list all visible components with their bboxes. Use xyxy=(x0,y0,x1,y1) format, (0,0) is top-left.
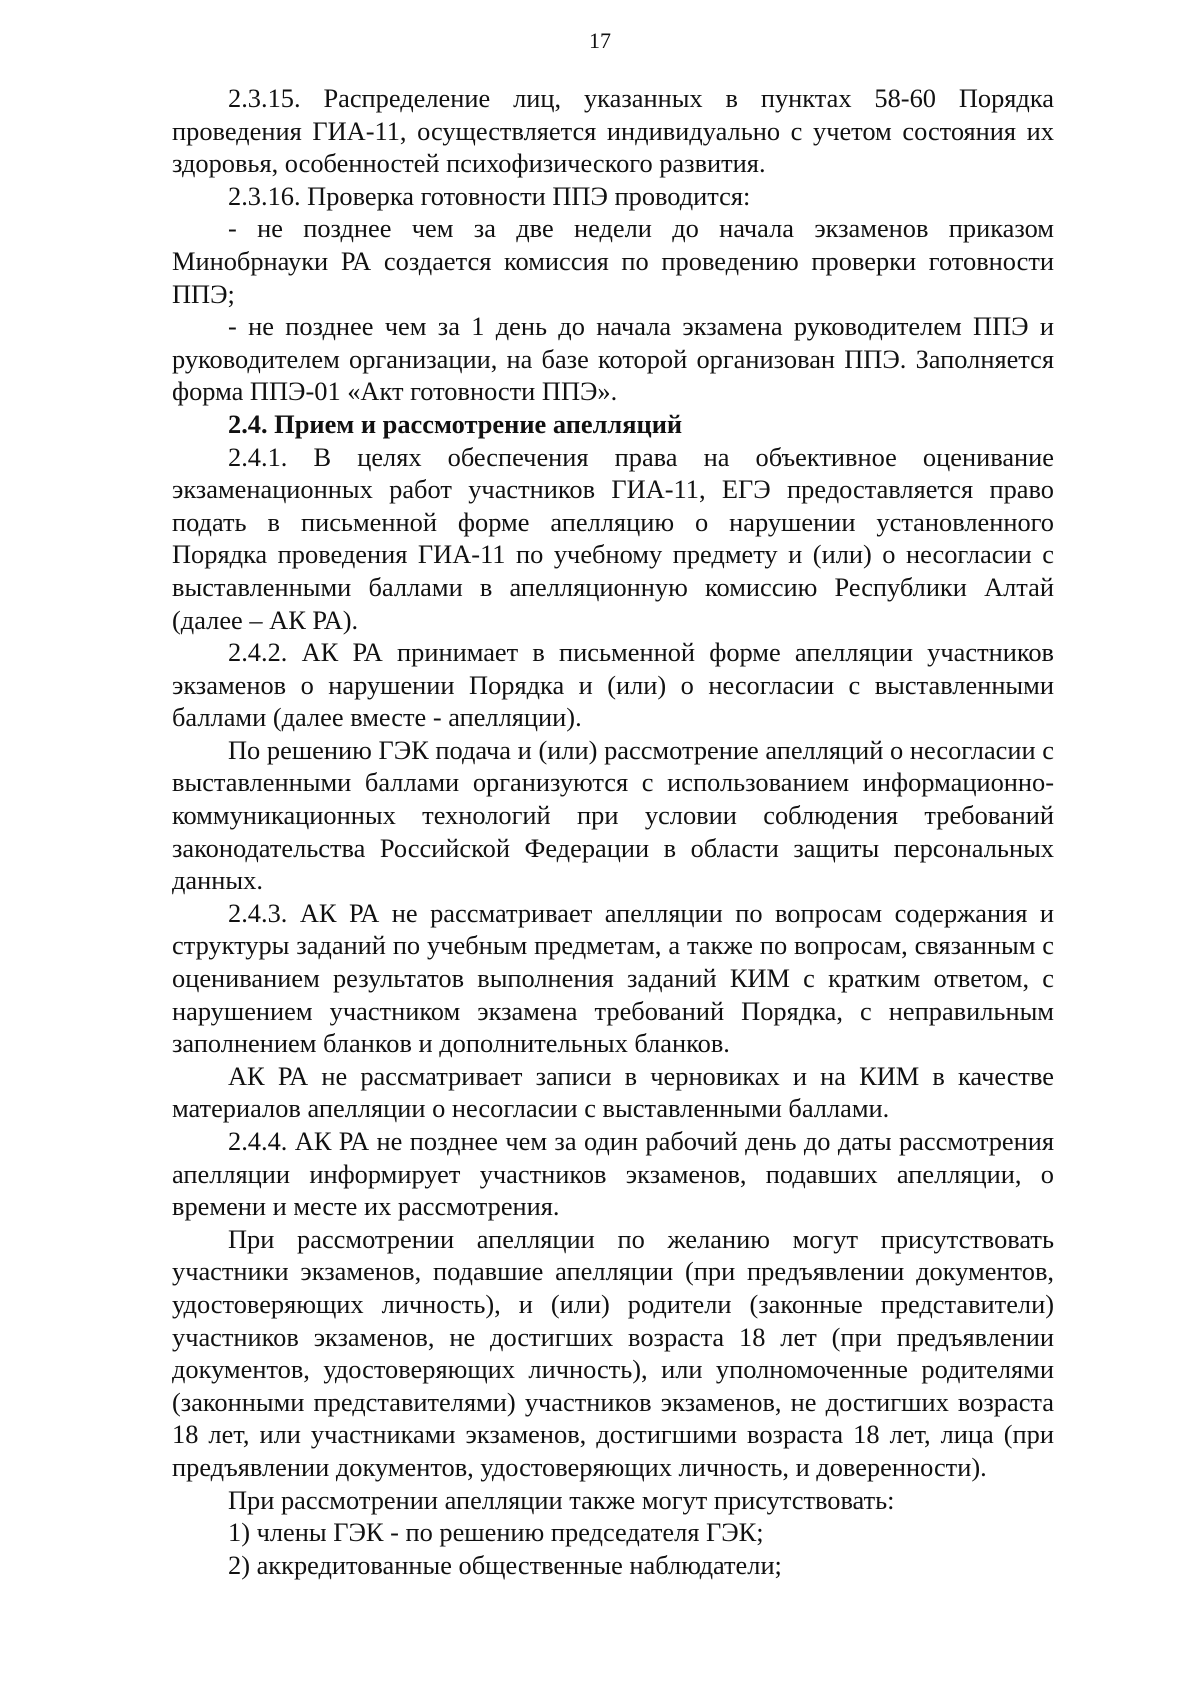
paragraph-drafts: АК РА не рассматривает записи в черновиках и на КИМ в качестве материалов апелляции о несогласии с выставленными баллами. xyxy=(172,1060,1054,1124)
page-number: 17 xyxy=(589,28,611,53)
paragraph-gek-decision: По решению ГЭК подача и (или) рассмотрение апелляций о несогласии с выставленными баллами организуются с использованием информационно-коммуникационных технологий при условии соблюдения требований законодательства Российской Федерации в области защиты персональных данных. xyxy=(172,734,1054,896)
list-item-gek-members: 1) члены ГЭК - по решению председателя ГЭК; xyxy=(228,1517,764,1548)
list-item-one-day: - не позднее чем за 1 день до начала экзамена руководителем ППЭ и руководителем организации, на базе которой организован ППЭ. Заполняется форма ППЭ-01 «Акт готовности ППЭ». xyxy=(172,311,1054,407)
paragraph-attendance: При рассмотрении апелляции по желанию могут присутствовать участники экзаменов, подавшие апелляции (при предъявлении документов, удостоверяющих личность), и (или) родители (законные представители) участников экзаменов, не достигших возраста 18 лет (при предъявлении документов, удостоверяющих личность), или уполномоченные родителями (законными представителями) участников экзаменов, не достигших возраста 18 лет, или участниками экзаменов, достигшими возраста 18 лет, лица (при предъявлении документов, удостоверяющих личность, и доверенности). xyxy=(172,1223,1054,1482)
document-body xyxy=(172,82,1054,1581)
section-heading-2-4: 2.4. Прием и рассмотрение апелляций xyxy=(228,408,683,439)
paragraph-2-4-3: 2.4.3. АК РА не рассматривает апелляции по вопросам содержания и структуры заданий по учебным предметам, а также по вопросам, связанным с оцениванием результатов выполнения заданий КИМ с кратким ответом, с нарушением участником экзамена требований Порядка, с неправильным заполнением бланков и дополнительных бланков. xyxy=(172,897,1054,1059)
list-item-commission: - не позднее чем за две недели до начала экзаменов приказом Минобрнауки РА создается комиссия по проведению проверки готовности ППЭ; xyxy=(172,213,1054,309)
paragraph-2-4-1: 2.4.1. В целях обеспечения права на объективное оценивание экзаменационных работ участников ГИА-11, ЕГЭ предоставляется право подать в письменной форме апелляцию о нарушении установленного Порядка проведения ГИА-11 по учебному предмету и (или) о несогласии с выставленными баллами в апелляционную комиссию Республики Алтай (далее – АК РА). xyxy=(172,441,1054,635)
paragraph-2-3-15: 2.3.15. Распределение лиц, указанных в пунктах 58-60 Порядка проведения ГИА-11, осуществляется индивидуально с учетом состояния их здоровья, особенностей психофизического развития. xyxy=(172,83,1054,179)
paragraph-2-4-2: 2.4.2. АК РА принимает в письменной форме апелляции участников экзаменов о нарушении Порядка и (или) о несогласии с выставленными баллами (далее вместе - апелляции). xyxy=(172,637,1054,733)
paragraph-also-present: При рассмотрении апелляции также могут присутствовать: xyxy=(228,1484,895,1515)
paragraph-2-4-4: 2.4.4. АК РА не позднее чем за один рабочий день до даты рассмотрения апелляции информирует участников экзаменов, подавших апелляции, о времени и месте их рассмотрения. xyxy=(172,1126,1054,1222)
list-item-observers: 2) аккредитованные общественные наблюдатели; xyxy=(228,1549,782,1580)
paragraph-2-3-16: 2.3.16. Проверка готовности ППЭ проводится: xyxy=(228,180,751,211)
